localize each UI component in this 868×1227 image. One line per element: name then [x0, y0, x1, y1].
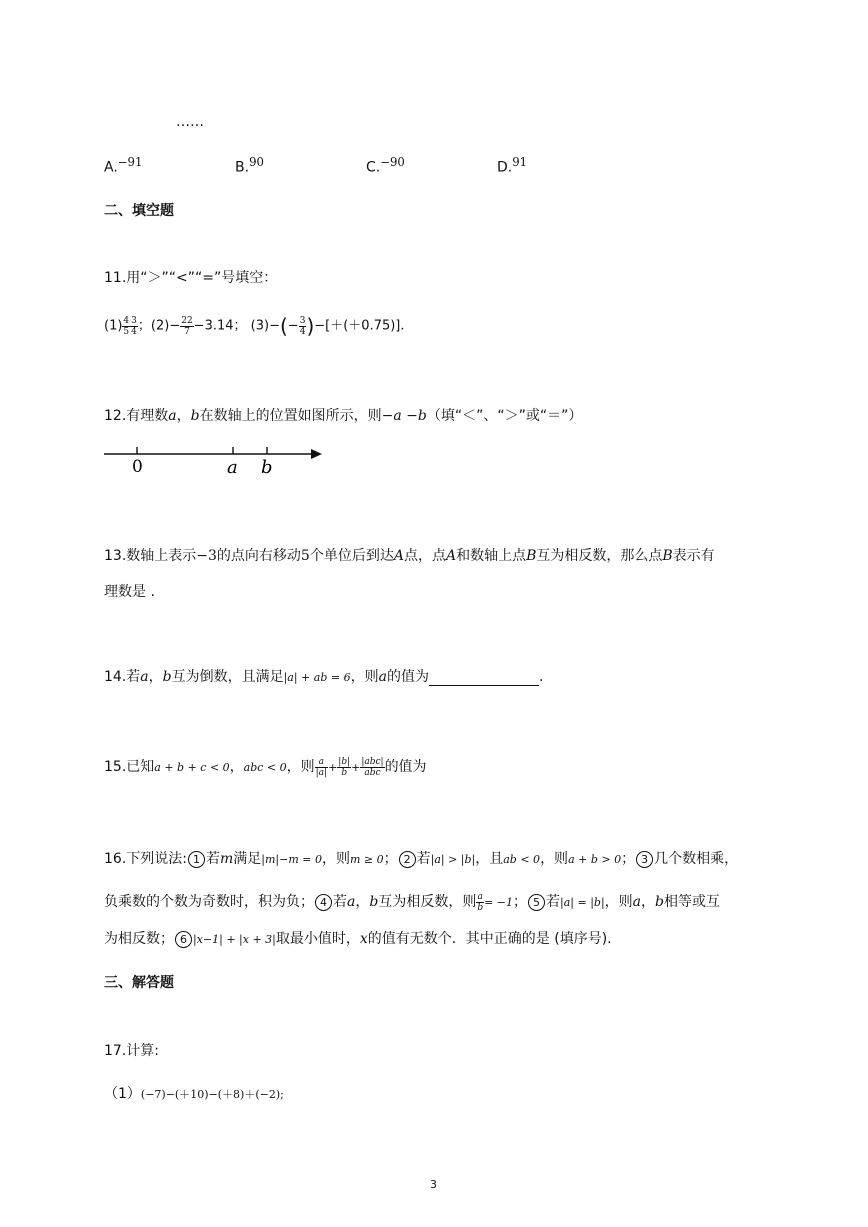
q13-text: 点，点: [403, 548, 446, 564]
frac-abs-abc-over-abc: $\frac{\text{|abc|}}{\text{abc}}$: [361, 756, 384, 778]
q16-text: 相等或互: [664, 894, 720, 910]
q16-expr: |a| > |b|: [430, 853, 476, 866]
q15-text: 15.已知: [104, 759, 155, 775]
circled-number: 4: [315, 894, 332, 911]
var-b: b: [162, 669, 172, 685]
q16-text: ，: [641, 894, 656, 910]
q17-p1-label: （1）: [104, 1086, 141, 1102]
q16-expr: |a| = |b|: [560, 896, 605, 909]
q11-p2-tail: −3.14；: [193, 318, 247, 334]
var-A: A: [393, 548, 404, 564]
q11-p3-label: (3): [250, 318, 270, 334]
q15-text: ，则: [286, 759, 315, 775]
option-value: 91: [512, 155, 528, 169]
q16-expr: |x−1| + |x + 3|: [193, 933, 276, 946]
q13-text: 的点向右移动: [216, 548, 301, 564]
option-value: −91: [117, 155, 143, 169]
q16-line3: [104, 928, 612, 948]
option-letter: A.: [104, 159, 118, 176]
q16-text: 若: [416, 851, 431, 867]
q16-text: ，则: [604, 894, 633, 910]
section-title-fill-in: 二、填空题: [104, 203, 174, 219]
q11-parts: (1) $\frac{4}{5}$ $\frac{3}{4}$ ；(2)− $\frac{22}{7}$ −3.14； (3)−(− $\frac{3}{4}$ )−[＋(＋0.75)].: [104, 314, 405, 338]
q16-expr: a + b > 0: [568, 853, 622, 866]
option-c: [366, 155, 405, 176]
q11-p3-tail: −[＋(＋0.75)].: [314, 318, 405, 334]
q16-text: 的值有无数个．其中正确的是 (填序号).: [367, 931, 612, 947]
q15-expr: abc < 0: [243, 761, 287, 774]
q17-part1: [104, 1083, 284, 1103]
q16-expr: ab < 0: [503, 853, 541, 866]
q16-text: ；: [513, 894, 528, 910]
var-A: A: [445, 548, 457, 564]
option-letter: D.: [497, 159, 513, 176]
q15-text: ，: [229, 759, 244, 775]
q16-text: ，且: [475, 851, 504, 867]
q13-num: 5: [300, 548, 310, 564]
q13-text: 13.数轴上表示: [104, 548, 197, 564]
var-a: a: [347, 894, 356, 910]
q13-num: −3: [196, 548, 217, 564]
q13-line2: 理数是 .: [104, 584, 155, 600]
option-a: [104, 155, 142, 176]
q14-text: 14.若: [104, 669, 141, 685]
q16-text: 16.下列说法:: [104, 851, 187, 867]
frac-abs-b-over-b: $\frac{|b|}{b}$: [338, 756, 351, 778]
q13-text: 和数轴上点: [456, 548, 527, 564]
q16-text: ，: [355, 894, 370, 910]
number-line-diagram: [100, 440, 330, 480]
q14-text: 互为倒数，且满足: [171, 669, 284, 685]
q15-text: 的值为: [384, 759, 427, 775]
section-title-solutions: 三、解答题: [104, 975, 174, 991]
q14-text: ，: [148, 669, 163, 685]
circled-number: 3: [636, 851, 653, 868]
q16-text: ；: [383, 851, 398, 867]
var-b: b: [369, 894, 379, 910]
circled-number: 1: [188, 851, 205, 868]
q16-expr: m ≥ 0: [349, 853, 384, 866]
q11-stem: 11.用“＞”“<”“=”号填空：: [104, 270, 278, 286]
var-b: b: [190, 408, 200, 424]
q16-expr: |m|−m = 0: [261, 853, 322, 866]
q14-text: 的值为: [386, 669, 429, 685]
answer-blank: [429, 671, 539, 686]
circled-number: 5: [528, 894, 545, 911]
var-a: a: [140, 669, 149, 685]
q14-text: ，则: [350, 669, 379, 685]
q12-suffix: （填“＜”、“＞”或“＝”）: [426, 408, 583, 424]
q14: [104, 666, 543, 686]
option-letter: B.: [235, 159, 250, 176]
frac-a-over-abs-a: $\frac{a}{|a|}$: [315, 756, 328, 778]
q17-stem: 17.计算:: [104, 1043, 159, 1059]
q13-text: 互为相反数，那么点: [536, 548, 663, 564]
q16-text: 为相反数；: [104, 931, 174, 947]
q12-comma: ，: [176, 408, 191, 424]
label-a: a: [227, 457, 238, 478]
page-number: 3: [430, 1178, 437, 1191]
q12-prefix: 12.有理数: [104, 408, 169, 424]
label-zero: 0: [132, 457, 143, 477]
q16-text: ，则: [540, 851, 569, 867]
q16-line2: [104, 891, 720, 913]
option-d: [497, 155, 527, 176]
q12-mid: 在数轴上的位置如图所示，则: [199, 408, 382, 424]
circled-number: 6: [175, 931, 192, 948]
axis-arrow: [311, 449, 322, 459]
q12-stem: [104, 405, 582, 425]
q11-p2-label: ；(2): [137, 318, 170, 334]
q13-text: 表示有: [672, 548, 715, 564]
var-B: B: [662, 548, 673, 564]
q16-text: 若: [333, 894, 347, 910]
q11-p1-label: (1): [104, 318, 123, 334]
q16-text: 满足: [233, 851, 262, 867]
option-value: −90: [380, 155, 405, 169]
q16-text: 互为相反数，则: [378, 894, 477, 910]
option-b: [235, 155, 264, 176]
q16-text: 几个数相乘，: [654, 851, 739, 867]
var-b: b: [655, 894, 664, 910]
var-a: a: [378, 669, 387, 685]
q17-p1-expr: (−7)−(＋10)−(＋8)＋(−2);: [140, 1088, 284, 1101]
var-B: B: [526, 548, 537, 564]
continuation-dots: ……: [176, 114, 204, 130]
option-value: 90: [249, 155, 264, 169]
circled-number: 2: [399, 851, 416, 868]
q16-expr: = −1: [484, 896, 514, 909]
q13-text: 个单位后到达: [309, 548, 394, 564]
option-letter: C.: [366, 159, 381, 176]
q16-text: 若: [205, 851, 220, 867]
var-a: a: [168, 408, 177, 424]
q16-line1: [104, 848, 738, 868]
q15-expr: a + b + c < 0: [154, 761, 230, 774]
var-m: m: [219, 851, 234, 867]
q16-text: ，则: [321, 851, 350, 867]
q14-text: .: [538, 669, 544, 685]
q16-text: 若: [546, 894, 561, 910]
var-a: a: [632, 894, 642, 910]
q16-text: 负乘数的个数为奇数时，积为负；: [104, 894, 314, 910]
frac-a-over-b: $\frac{a}{b}$: [477, 891, 484, 913]
q14-expr: |a| + ab = 6: [283, 671, 351, 684]
q13-line1: [104, 545, 715, 565]
q15: 15.已知a + b + c < 0，abc < 0，则 $\frac{a}{|a|}$ + $\frac{|b|}{b}$ + $\frac{\text{|abc|}}{\text{abc}}$ 的值为: [104, 756, 427, 778]
q16-text: ；: [621, 851, 636, 867]
q12-expr: −a −b: [381, 408, 427, 424]
var-x: x: [359, 931, 368, 947]
q16-text: 取最小值时，: [275, 931, 360, 947]
label-b: b: [261, 457, 273, 478]
